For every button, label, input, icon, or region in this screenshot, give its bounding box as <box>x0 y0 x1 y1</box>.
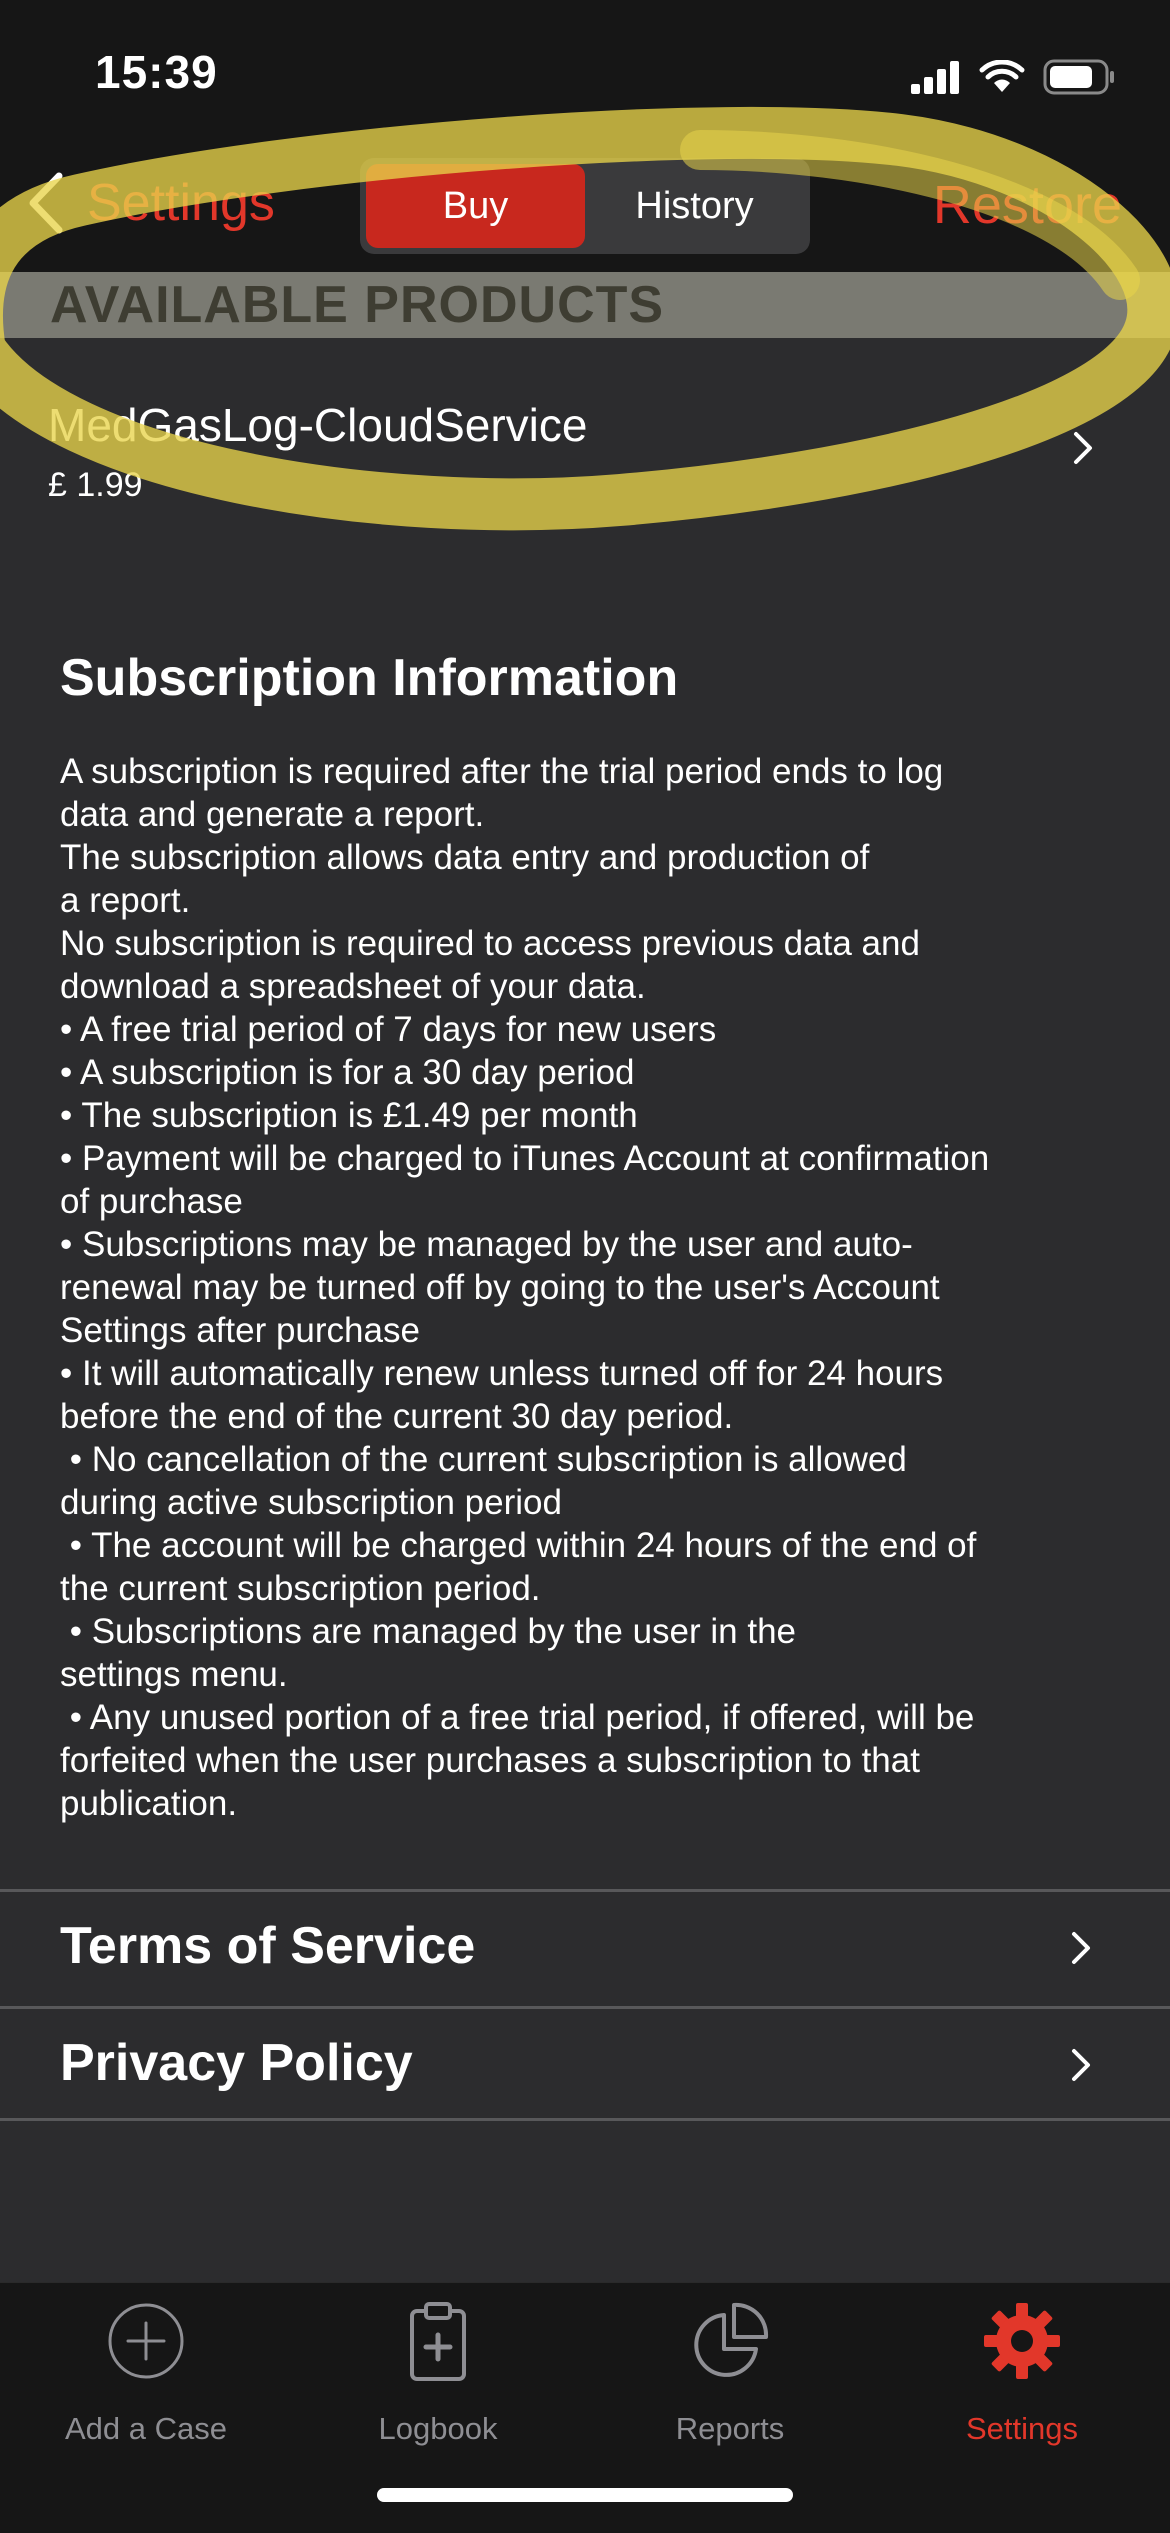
privacy-policy-label: Privacy Policy <box>60 2034 413 2092</box>
back-button[interactable] <box>25 170 275 236</box>
add-circle-icon <box>106 2301 186 2381</box>
subscription-line: • A free trial period of 7 days for new users <box>60 1010 717 1049</box>
terms-of-service-label: Terms of Service <box>60 1917 476 1975</box>
chevron-right-icon <box>1072 430 1094 466</box>
battery-icon <box>1043 59 1115 95</box>
tab-logbook[interactable] <box>292 2301 584 2451</box>
clipboard-plus-icon <box>408 2301 468 2383</box>
subscription-line: publication. <box>60 1784 238 1823</box>
subscription-line: settings menu. <box>60 1655 288 1694</box>
subscription-line: a report. <box>60 881 191 920</box>
tab-label: Add a Case <box>65 2411 227 2446</box>
subscription-line: before the end of the current 30 day period. <box>60 1397 734 1436</box>
subscription-line: • Subscriptions may be managed by the user and auto- <box>60 1225 913 1264</box>
chevron-right-icon <box>1070 1930 1092 1966</box>
subscription-line: No subscription is required to access previous data and <box>60 924 920 963</box>
subscription-info-title: Subscription Information <box>60 649 679 707</box>
subscription-line: • No cancellation of the current subscription is allowed <box>60 1440 907 1479</box>
subscription-line: • Any unused portion of a free trial period, if offered, will be <box>60 1698 975 1737</box>
restore-button[interactable]: Restore <box>932 175 1122 235</box>
chevron-left-icon <box>25 170 65 236</box>
subscription-line: Settings after purchase <box>60 1311 420 1350</box>
tab-reports[interactable] <box>584 2301 876 2451</box>
tab-label: Settings <box>965 2411 1078 2446</box>
subscription-line: • The subscription is £1.49 per month <box>60 1096 638 1135</box>
subscription-line: • Payment will be charged to iTunes Account at confirmation <box>60 1139 990 1178</box>
subscription-line: forfeited when the user purchases a subscription to that <box>60 1741 920 1780</box>
status-bar <box>0 0 1170 150</box>
home-indicator <box>377 2488 793 2502</box>
product-price: £ 1.99 <box>48 466 143 504</box>
subscription-line: of purchase <box>60 1182 243 1221</box>
tab-add-a-case[interactable] <box>0 2301 292 2451</box>
back-button-label: Settings <box>87 174 275 232</box>
product-row[interactable] <box>0 338 1170 588</box>
segment-history[interactable]: History <box>635 184 754 227</box>
tab-label: Reports <box>675 2411 785 2446</box>
subscription-line: during active subscription period <box>60 1483 562 1522</box>
wifi-icon <box>979 60 1025 94</box>
terms-of-service-row[interactable] <box>0 1889 1170 2006</box>
privacy-policy-row[interactable] <box>0 2006 1170 2123</box>
subscription-line: renewal may be turned off by going to the user's Account <box>60 1268 940 1307</box>
subscription-line: A subscription is required after the trial period ends to log <box>60 752 944 791</box>
pie-chart-icon <box>690 2301 770 2381</box>
cellular-signal-icon <box>911 60 961 94</box>
gear-icon <box>982 2301 1062 2381</box>
subscription-line: • The account will be charged within 24 hours of the end of <box>60 1526 977 1565</box>
subscription-line: download a spreadsheet of your data. <box>60 967 646 1006</box>
tab-label: Logbook <box>378 2411 498 2446</box>
status-time: 15:39 <box>95 46 218 98</box>
navigation-bar <box>0 150 1170 272</box>
section-header-available-products <box>0 272 1170 338</box>
subscription-line: the current subscription period. <box>60 1569 541 1608</box>
product-name: MedGasLog-CloudService <box>48 399 588 451</box>
segment-buy[interactable]: Buy <box>366 164 585 248</box>
subscription-line: • It will automatically renew unless turned off for 24 hours <box>60 1354 944 1393</box>
buy-history-segmented-control <box>360 158 810 254</box>
subscription-line: • A subscription is for a 30 day period <box>60 1053 635 1092</box>
subscription-info-text <box>60 750 1120 1825</box>
chevron-right-icon <box>1070 2047 1092 2083</box>
subscription-line: data and generate a report. <box>60 795 485 834</box>
section-header-label: AVAILABLE PRODUCTS <box>50 276 665 334</box>
tab-settings[interactable] <box>876 2301 1168 2451</box>
subscription-line: The subscription allows data entry and production of <box>60 838 870 877</box>
divider <box>0 2118 1170 2121</box>
subscription-line: • Subscriptions are managed by the user in the <box>60 1612 797 1651</box>
